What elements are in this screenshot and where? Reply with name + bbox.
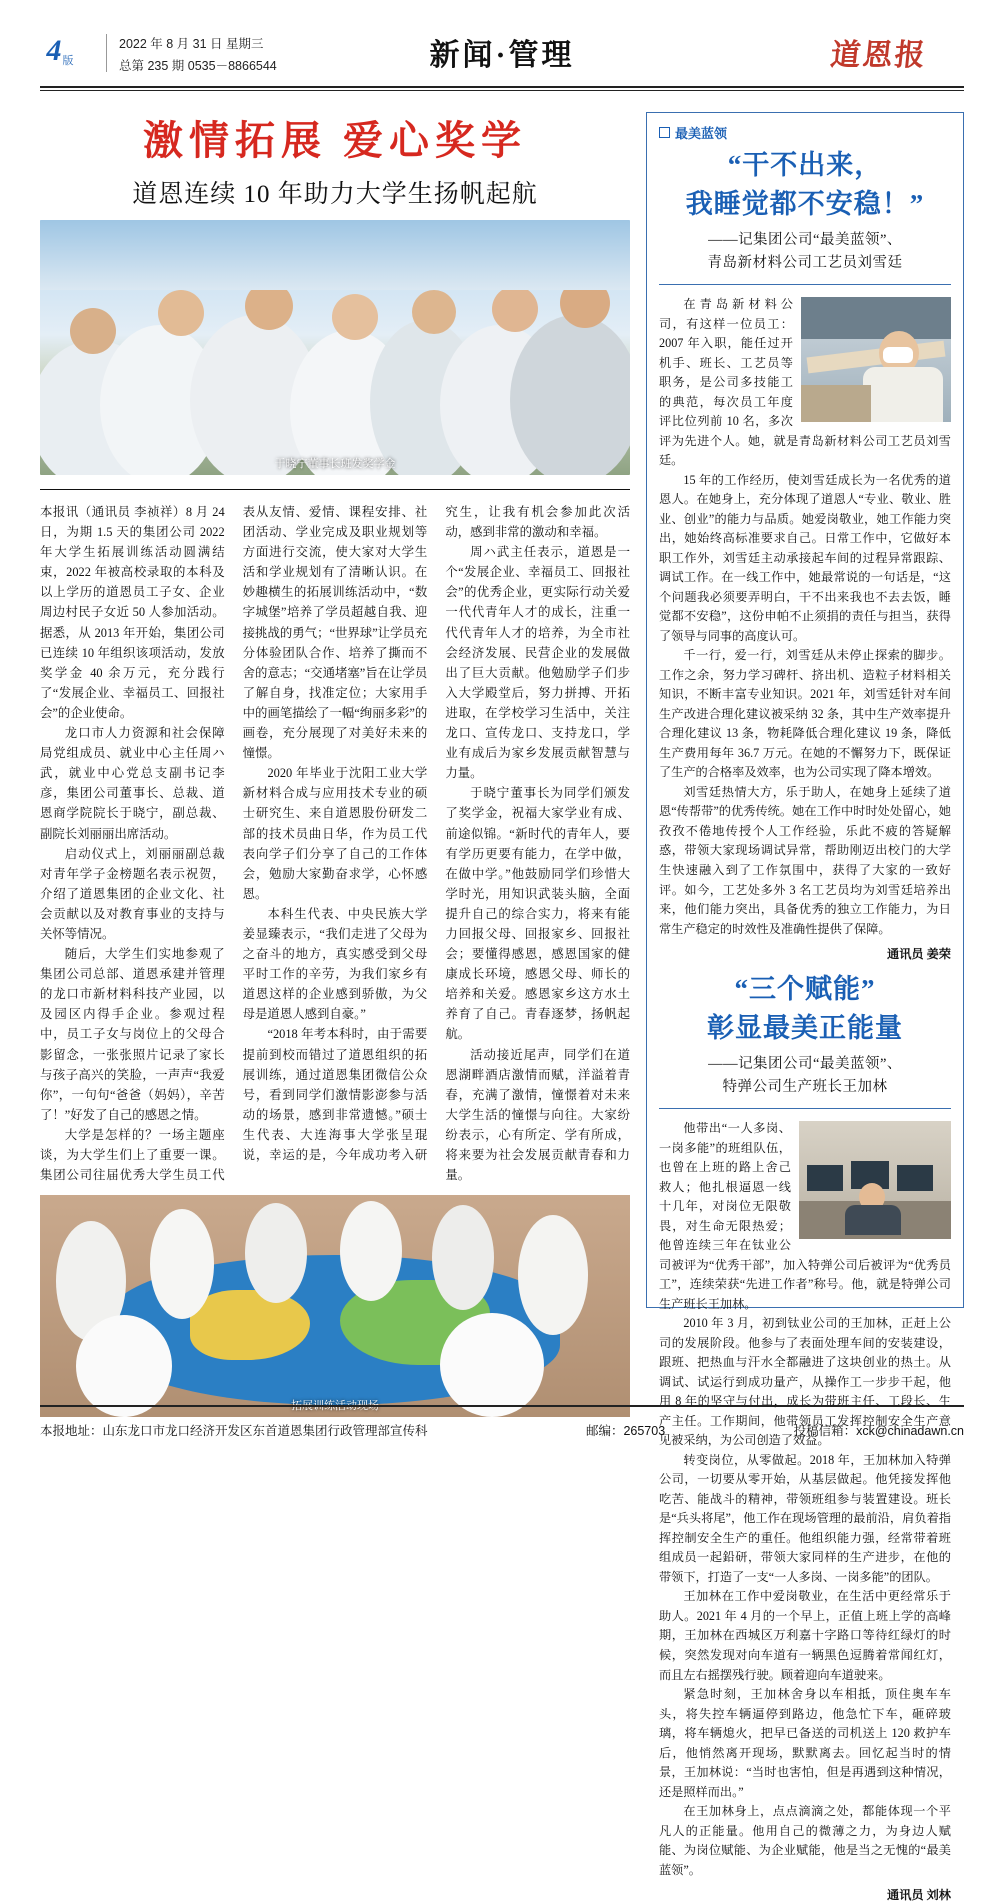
article2-paragraph: 王加林在工作中爱岗敬业，在生活中更经常乐于助人。2021 年 4 月的一个早上，正值上班上学的高峰期，王加林在西城区万利嘉十字路口等待红绿灯的时候，突然发现对向车道有一辆黑色逗腾着常闻红灯，而且左右摇摆残行驶。顾着迎向车道驶来。 bbox=[659, 1589, 951, 1682]
photo1-caption: 于晓宁董事长班发奖学金 bbox=[274, 458, 396, 470]
article-paragraph: 本科生代表、中央民族大学姜显臻表示，“我们走进了父母为之奋斗的地方，真实感受到父母平时工作的辛劳，为我们家乡有道恩这样的企业感到骄傲，为父母是道恩人感到自豪。” bbox=[242, 906, 428, 1022]
article1-paragraph: 在青岛新材料公司，有这样一位员工：2007 年入职，能任过开机手、班长、工艺员等职务，是公司多技能工的典范，每次员工年度评比位列前 10 名，多次评为先进个人。她，就是青岛新材料公司工艺员刘雪廷。 bbox=[659, 297, 951, 468]
section-title: 新闻·管理 bbox=[429, 39, 575, 72]
article1-headline-line1: “干不出来， bbox=[727, 150, 883, 180]
photo3-body bbox=[863, 367, 943, 422]
article1-subhead bbox=[659, 229, 951, 274]
main-headline: 激情拓展 爱心奖学 bbox=[143, 118, 527, 163]
issue-line: 总第 235 期 0535－8866544 bbox=[119, 58, 277, 73]
article-paragraph: 启动仪式上，刘丽丽副总裁对青年学子金榜题名表示祝贺，介绍了道恩集团的企业文化、社会贡献以及对教育事业的支持与关怀等情况。 bbox=[40, 846, 225, 941]
article-paragraph: 龙口市人力资源和社会保障局党组成员、就业中心主任周ハ武，就业中心党总支副书记李彦，集团公司董事长、总裁、道恩商学院院长于晓宁，副总裁、副院长刘丽丽出席活动。 bbox=[40, 726, 225, 841]
main-article-body bbox=[40, 502, 630, 1185]
article1-paragraph: 千一行，爱一行，刘雪廷从未停止探索的脚步。工作之余，努力学习碑杆、挤出机、造粒子材料相关知识，不断丰富专业知识。2021 年，刘雪廷针对车间生产改进合理化建议被采纳 32 条，其中生产效率提升合理化建议 13 条，物耗降低合理化建议 19 条，降低生产费用每年 36.7 万元。在她的不懈努力下，既保证了生产的合格率及效率，也为公司实现了降本增效。 bbox=[659, 648, 951, 780]
article2-headline-line2: 彰显最美正能量 bbox=[707, 1012, 903, 1043]
article1-paragraph: 15 年的工作经历，使刘雪廷成长为一名优秀的道恩人。在她身上，充分体现了道恩人“专业、敬业、胜业、创业”的能力与品质。她爱岗敬业，她工作能力突出，她始终高标准要求自己。日常工作中，它做好本职工作外，刘雪廷主动承接起车间的过程异常跟踪、调试工作。在一线工作中，她最常说的一句话是，“这个问题我必须要弄明白，干不出来我也不去去饭，睡觉都不安稳”，这份申帕不止须捐的责任与担当，获得了领导与同事的高度认可。 bbox=[659, 472, 951, 643]
article1-paragraph: 刘雪廷热情大方，乐于助人，在她身上延续了道恩“传帮带”的优秀传统。她在工作中时时处处留心，她孜孜不倦地传授个人工作经验，乐此不疲的答疑解惑，带领大家现场调试异常，帮助刚迈出校门的大学生快速融入到了工作氛围中，获得了大家的一致好评。如今，工艺处多外 3 名工艺员均为刘雪廷培养出来，他们能力突出，具备优秀的独立工作能力，为日常生产稳定的时效性及准确性提供了保障。 bbox=[659, 784, 951, 936]
newspaper-page bbox=[0, 28, 1004, 1903]
article1-body bbox=[659, 295, 951, 939]
article2-body bbox=[659, 1119, 951, 1880]
photo3-machine bbox=[801, 385, 871, 422]
left-column bbox=[40, 112, 630, 1413]
masthead-rule-thin bbox=[40, 90, 964, 91]
photo2-person bbox=[340, 1201, 402, 1301]
page-number: 4 bbox=[46, 34, 62, 67]
article-paragraph: “2018 年考本科时，由于需要提前到校而错过了道恩组织的拓展训练，通过道恩集团微信公众号，看到同学们激情影澎参与活动的场景，感到非常遗憾。”硕士生代表、大连海事大学张呈琨说，幸运的是，今年成功考入研究生，让我有机会参加此次活动，感到非常的激动和幸福。 bbox=[242, 505, 630, 1162]
article2-paragraph: 他带出“一人多岗、一岗多能”的班组队伍，也曾在上班的路上舍己救人；他扎根逼恩一线十几年，对岗位无限敬畏，对生命无限热爱；他曾连续三年在钛业公司被评为“优秀干部”，加入特弹公司后被评为“优秀员工”，连续荣获“先进工作者”称号。他，就是特弹公司生产班长王加林。 bbox=[659, 1121, 951, 1311]
article1-headline-line2: 我睡觉都不安稳！” bbox=[685, 188, 925, 219]
column-tag-label: 最美蓝领 bbox=[675, 126, 728, 141]
photo4-person-body bbox=[845, 1205, 901, 1235]
photo2-person bbox=[150, 1209, 214, 1319]
square-bullet-icon bbox=[659, 127, 670, 138]
article1-subhead-line2: 青岛新材料公司工艺员刘雪廷 bbox=[707, 254, 903, 271]
photo2-person bbox=[432, 1205, 494, 1310]
footer-email[interactable]: 投稿信箱：xck@chinadawn.cn bbox=[793, 1424, 964, 1438]
article1-byline: 通讯员 姜荣 bbox=[887, 947, 951, 962]
article2-subhead-line1: ——记集团公司“最美蓝领”、 bbox=[708, 1056, 902, 1073]
photo-worker-inspecting bbox=[801, 297, 951, 422]
article-paragraph: 2020 年毕业于沈阳工业大学新材料合成与应用技术专业的硕士研究生、来自道恩股份研发二部的技术员曲日华，作为员工代表向学子们分享了自己的工作体会，勉励大家勤奋求学，心怀感恩。 bbox=[242, 766, 428, 901]
article-paragraph: 大学是怎样的？一场主题座谈，为大学生们上了重要一课。集团公司往届优秀大学生员工代表从友情、爱情、课程安排、社团活动、学业完成及职业规划等方面进行交流，使大家对大学生活和学业规划有了清晰认识。在妙趣横生的拓展训练活动中，“数字城堡”培养了学员超越自我、迎接挑战的勇气；“世界球”让学员充分体验团队合作、培养了撕而不舍的意志；“交通堵塞”旨在让学员了解自身，找准定位；大家用手中的画笔描绘了一幅“绚丽多彩”的画卷，充分展现了对美好未来的憧憬。 bbox=[40, 505, 428, 1183]
photo2-person bbox=[518, 1215, 588, 1335]
photo2-caption: 拓展训练活动现场 bbox=[291, 1400, 379, 1413]
photo-training-activity bbox=[40, 1195, 630, 1417]
photo2-person bbox=[245, 1203, 307, 1303]
footer bbox=[40, 1421, 964, 1439]
footer-postcode: 邮编：265703 bbox=[585, 1424, 666, 1438]
photo3-mask bbox=[883, 347, 913, 363]
photo-award-ceremony bbox=[40, 220, 630, 475]
photo3-ceiling bbox=[801, 297, 951, 339]
main-subheadline: 道恩连续 10 年助力大学生扬帆起航 bbox=[132, 181, 538, 208]
article2-paragraph: 在王加林身上，点点滴滴之处，都能体现一个平凡人的正能量。他用自己的微薄之力，为身边人赋能、为岗位赋能、为企业赋能，他是当之无愧的“最美蓝领”。 bbox=[659, 1804, 951, 1877]
article2-paragraph: 转变岗位，从零做起。2018 年，王加林加入特弹公司，一切要从零开始，从基层做起。他凭接发挥他吃苦、能战斗的精神，带领班组参与装置建设。班长是“兵头将尾”，他工作在现场管理的最前沿，肩负着指挥控制安全生产的重任。他组织能力强，经常带着班组成员一起鉛研，带领大家同样的生产进步，在他的带领下，打造了一支“一人多岗、一岗多能”的团队。 bbox=[659, 1452, 951, 1584]
article2-paragraph: 紧急时刻，王加林舍身以车相抵，顶住奥车车头，将失控车辆逼停到路边，他急忙下车，砸碎玻璃，将车辆熄火，把早已备送的司机送上 120 救护车后，他悄然离开现场，默默离去。回忆起当时的情景，王加林说：“当时也害怕，但是再遇到这种情况，还是照样而出。” bbox=[659, 1687, 951, 1799]
photo1-shape bbox=[510, 315, 630, 475]
page-unit-label: 版 bbox=[62, 55, 74, 67]
feature-article-1 bbox=[659, 148, 951, 962]
article-paragraph: 周ハ武主任表示，道恩是一个“发展企业、幸福员工、回报社会”的优秀企业，更实际行动关爱一代代青年人才的成长，注重一代代青年人才的培养，为全市社会经济发展、民营企业的发展做出了巨大贡献。他勉励学子们步入大学殿堂后，努力拼搏、开拓进取，在学校学习生活中，关注龙口、宣传龙口、支持龙口，学业有成后为家乡发展贡献智慧与力量。 bbox=[445, 545, 630, 781]
article-paragraph: 随后，大学生们实地参观了集团公司总部、道恩承建并管理的龙口市新材料科技产业园，以及园区内得手企业。参观过程中，员工子女与岗位上的父母合影留念，一张张照片记录了家长与孩子高兴的笑脸，一声声“我爱你”，一句句“爸爸（妈妈），辛苦了！”好发了自己的感恩之情。 bbox=[40, 947, 225, 1122]
photo4-monitor bbox=[807, 1165, 843, 1191]
photo-control-room bbox=[799, 1121, 951, 1239]
article2-divider bbox=[659, 1108, 951, 1109]
masthead bbox=[40, 28, 964, 98]
article2-subhead bbox=[659, 1053, 951, 1098]
footer-rule bbox=[40, 1405, 964, 1407]
photo1-face bbox=[158, 290, 204, 336]
paper-logo bbox=[794, 28, 964, 76]
photo4-monitor bbox=[897, 1165, 933, 1191]
footer-address: 本报地址：山东龙口市龙口经济开发区东首道恩集团行政管理部宣传科 bbox=[40, 1424, 428, 1438]
date-line: 2022 年 8 月 31 日 星期三 bbox=[119, 37, 264, 51]
article1-divider bbox=[659, 284, 951, 285]
masthead-rule-thick bbox=[40, 86, 964, 88]
paper-name: 道恩报 bbox=[828, 39, 929, 72]
article2-headline-line1: “三个赋能” bbox=[734, 974, 876, 1005]
photo1-face bbox=[492, 286, 538, 332]
article1-subhead-line1: ——记集团公司“最美蓝领”、 bbox=[708, 232, 902, 249]
article2-byline: 通讯员 刘林 bbox=[887, 1888, 951, 1903]
photo1-face bbox=[332, 294, 378, 340]
article2-subhead-line2: 特弹公司生产班长王加林 bbox=[722, 1078, 888, 1095]
divider-rule bbox=[40, 489, 630, 490]
article-paragraph: 活动接近尾声，同学们在道恩湖畔酒店激情而赋，洋溢着青春，充满了激情，憧憬着对未来大学生活的憧憬与向往。大家纷纷表示，心有所定、学有所成，将来要为社会发展贡献青春和力量。 bbox=[445, 1047, 630, 1183]
photo1-face bbox=[70, 308, 116, 354]
article-paragraph: 本报讯（通讯员 李祯祥）8 月 24 日，为期 1.5 天的集团公司 2022 年大学生拓展训练活动圆满结束，2022 年被高校录取的本科及以上学历的道恩员工子女、企业周边村民子女近 50 人参加活动。据悉，从 2013 年开始，集团公司已连续 10 年组织该项活动，发放奖学金 40 余万元，充分践行了“发展企业、幸福员工、回报社会”的企业使命。 bbox=[40, 505, 225, 720]
photo1-sky-band bbox=[40, 220, 630, 290]
photo1-face bbox=[412, 290, 456, 334]
column-tag bbox=[659, 123, 951, 142]
article-paragraph: 于晓宁董事长为同学们颁发了奖学金，祝福大家学业有成、前途似锦。“新时代的青年人，要有学历更要有能力，在学中做，在做中学。”他鼓励同学们珍惜大学时光，用知识武装头脑，全面提升自己的综合实力，将来有能力回报父母、回报家乡、回报社会；要懂得感恩，感恩国家的健康成长环境，感恩父母、师长的培养和关爱。感恩家乡这方水土养育了自己。青春逐梦，扬帆起航。 bbox=[445, 786, 630, 1042]
article2-paragraph: 2010 年 3 月，初到钛业公司的王加林，正赶上公司的发展阶段。他参与了表面处理车间的安装建设，跟班、把热血与汗水全都融进了这块创业的热土。从调试、试运行到成功量产，从操作工一步步干起，他用 8 年的坚守与付出，成长为带班主任、工段长、生产主任。工作期间，他带领员工发挥控制安全生产意见被采纳，为公司创造了效益。 bbox=[659, 1316, 951, 1448]
